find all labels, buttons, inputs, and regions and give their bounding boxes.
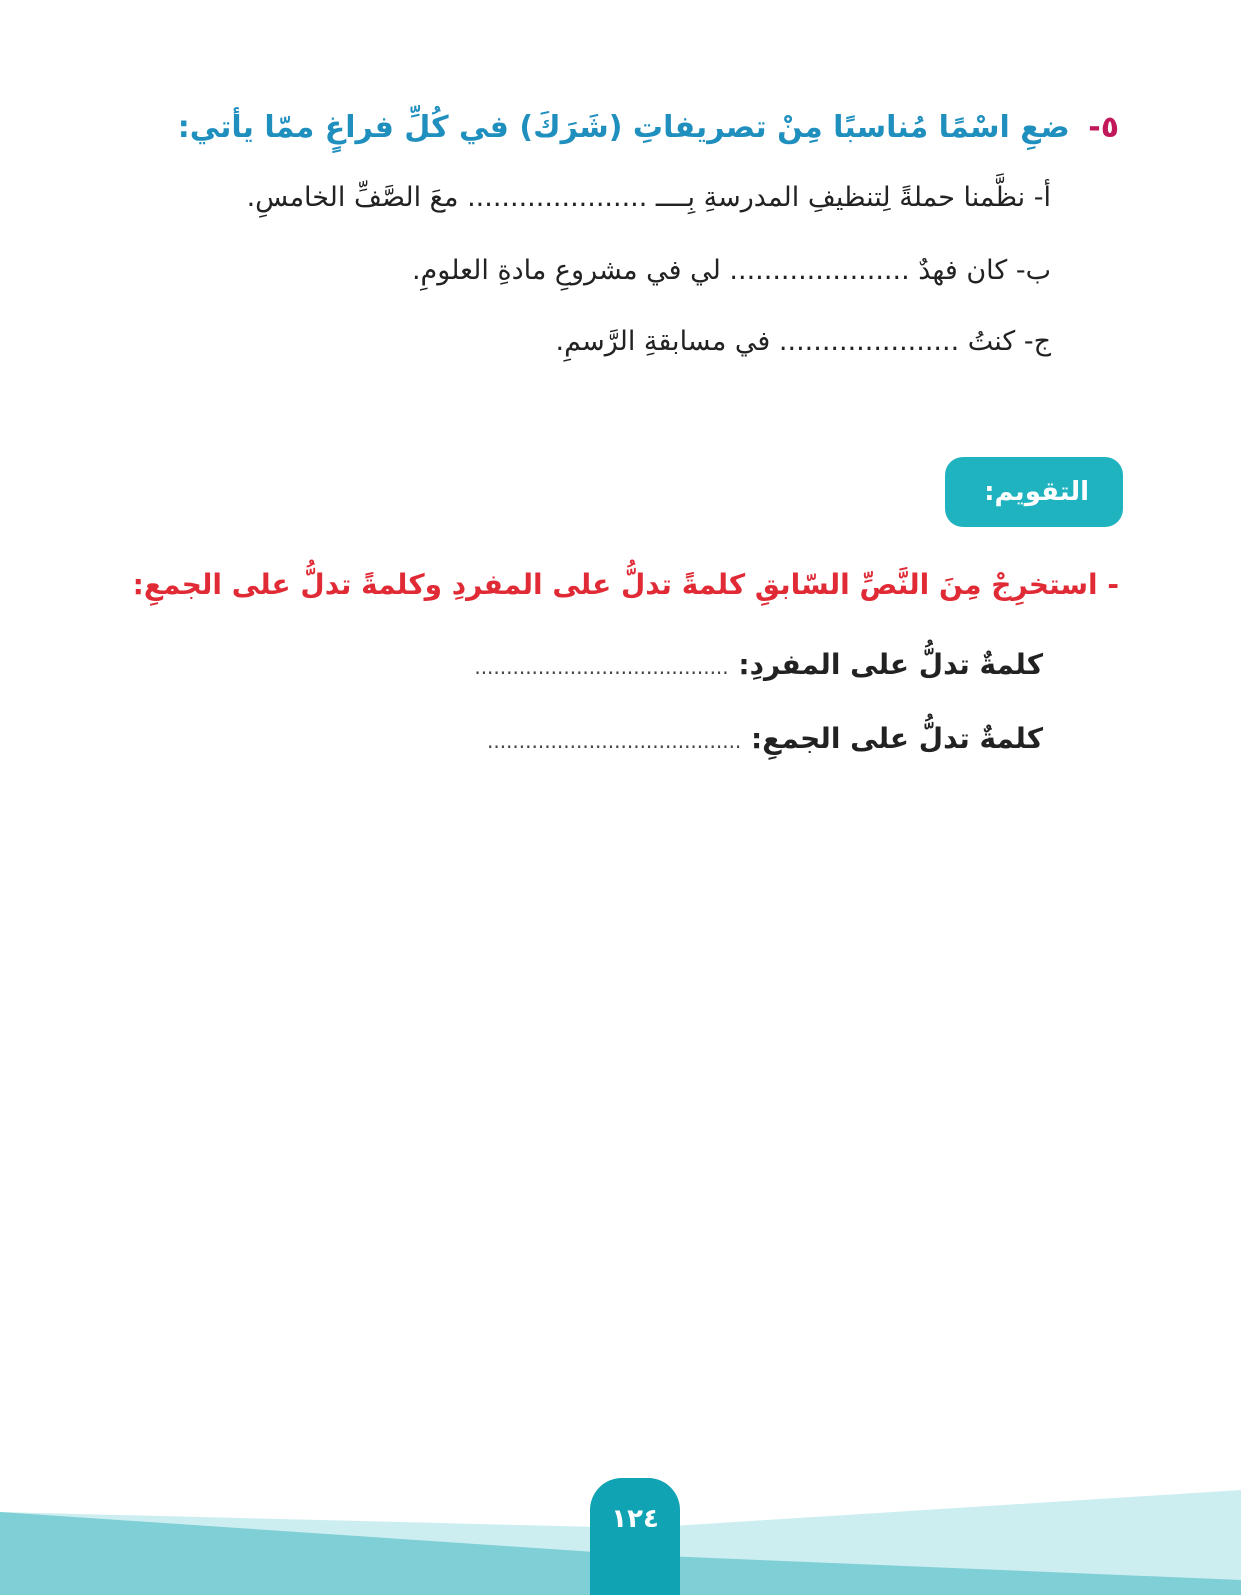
answer-line-singular <box>474 648 1043 681</box>
answer-label-singular: كلمةٌ تدلُّ على المفردِ: <box>738 648 1043 681</box>
blank-item-c: ج- كنتُ ..................... في مسابقةِ الرَّسمِ. <box>555 326 1051 357</box>
question-title: ضعِ اسْمًا مُناسبًا مِنْ تصريفاتِ (شَرَكَ) في كُلِّ فراغٍ ممّا يأتي: <box>177 110 1070 145</box>
evaluation-instruction: - استخرِجْ مِنَ النَّصِّ السّابقِ كلمةً تدلُّ على المفردِ وكلمةً تدلُّ على الجمعِ: <box>132 568 1119 601</box>
evaluation-badge <box>945 457 1123 527</box>
evaluation-badge-label: التقويم: <box>984 477 1089 507</box>
page-number: ١٢٤ <box>611 1504 659 1534</box>
answer-line-plural <box>487 722 1043 755</box>
answer-label-plural: كلمةٌ تدلُّ على الجمعِ: <box>751 722 1043 755</box>
question-number: ٥- <box>1088 110 1119 145</box>
answer-blank-plural[interactable]: ........................................ <box>486 729 742 753</box>
question-5-heading <box>178 110 1119 145</box>
blank-item-a: أ- نظَّمنا حملةً لِتنظيفِ المدرسةِ بِــــ ..................... معَ الصَّفِّ الخامسِ. <box>246 182 1051 213</box>
blank-item-b: ب- كان فهدٌ ..................... لي في مشروعِ مادةِ العلومِ. <box>411 255 1051 286</box>
answer-blank-singular[interactable]: ........................................ <box>474 655 729 679</box>
page-number-badge <box>590 1478 680 1595</box>
